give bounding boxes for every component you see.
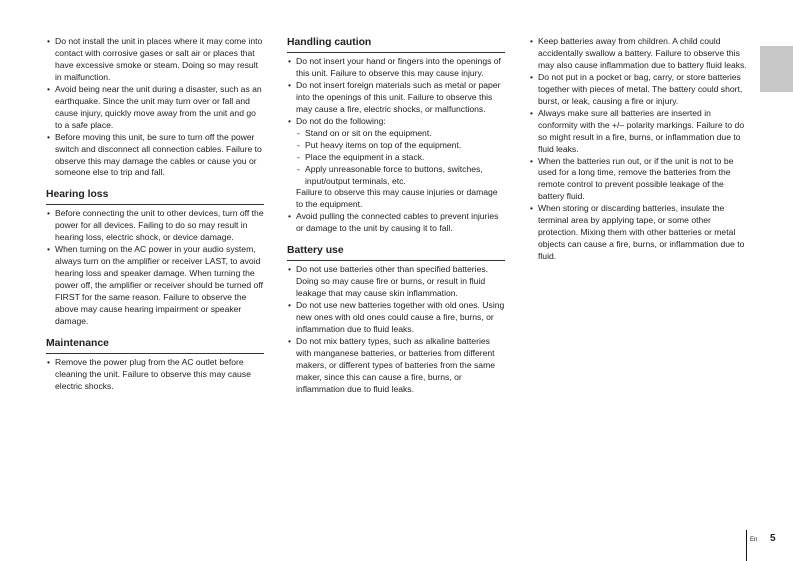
- hearing-loss-list: [46, 208, 264, 328]
- section-heading: Maintenance: [46, 337, 264, 354]
- section-heading: Battery use: [287, 244, 505, 261]
- sub-item: - Stand on or sit on the equipment.: [296, 128, 505, 140]
- language-label: En: [750, 537, 758, 543]
- section-maintenance: [46, 337, 264, 393]
- list-item: • When turning on the AC power in your audio system, always turn on the amplifier or receiver LAST, to avoid hearing loss and speaker damage. When turning the power off, the amplifier or receiver should be turned off FIRST for the same reason. Failure to observe the above may cause hearing impairment or speaker damage.: [46, 244, 264, 328]
- list-item: • Do not insert foreign materials such as metal or paper into the openings of this unit. Failure to observe this may cause a fire, electric shocks, or malfunctions.: [287, 80, 505, 116]
- section-heading: Handling caution: [287, 36, 505, 53]
- list-item: • When storing or discarding batteries, insulate the terminal area by applying tape, or some other protection. Mixing them with other batteries or metal objects can cause a fire, burns, or inflammation due to fluid.: [529, 203, 751, 263]
- list-item: • Do not mix battery types, such as alkaline batteries with manganese batteries, or batteries from different makers, or different types of batteries from the same maker, since this can cause a fire, burns, or inflammation due to fluid leaks.: [287, 336, 505, 396]
- side-tab-marker: [760, 46, 793, 92]
- list-item-tail: Failure to observe this may cause injuries or damage to the equipment.: [296, 187, 498, 210]
- section-handling-caution: [287, 36, 505, 235]
- list-item: • Avoid being near the unit during a disaster, such as an earthquake. Since the unit may turn over or fall and cause injury, quickly move away from the unit and go to a safe place.: [46, 84, 264, 132]
- handling-list: [287, 56, 505, 235]
- list-item: • When the batteries run out, or if the unit is not to be used for a long time, remove the batteries from the remote control to prevent possible leakage of the battery fluid.: [529, 156, 751, 204]
- battery-continued-list: [529, 36, 751, 263]
- column-middle: [287, 36, 505, 396]
- intro-list: [46, 36, 264, 179]
- section-heading: Hearing loss: [46, 188, 264, 205]
- list-item: • Remove the power plug from the AC outlet before cleaning the unit. Failure to observe this may cause electric shocks.: [46, 357, 264, 393]
- list-item: • Before moving this unit, be sure to turn off the power switch and disconnect all connection cables. Failure to observe this may damage the cables or cause you or someone else to trip and fall.: [46, 132, 264, 180]
- sub-item: - Put heavy items on top of the equipment.: [296, 140, 505, 152]
- list-item: [287, 116, 505, 212]
- list-item-text: Doing so may cause fire or burns, or result in fluid leakage that may cause skin inflammation.: [296, 276, 486, 299]
- list-item: [287, 264, 505, 300]
- list-item: • Do not install the unit in places where it may come into contact with corrosive gases or salt air or places that have excessive smoke or steam. Doing so may result in malfunction.: [46, 36, 264, 84]
- section-battery-use: [287, 244, 505, 395]
- list-item-lead: • Do not do the following:: [296, 115, 386, 126]
- maintenance-list: [46, 357, 264, 393]
- sub-item: - Place the equipment in a stack.: [296, 152, 505, 164]
- list-item: • Keep batteries away from children. A child could accidentally swallow a battery. Failure to observe this may also cause inflammation due to battery fluid leaks.: [529, 36, 751, 72]
- list-item: • Do not insert your hand or fingers into the openings of this unit. Failure to observe this may cause injury.: [287, 56, 505, 80]
- list-item: • Avoid pulling the connected cables to prevent injuries or damage to the unit by causing it to fall.: [287, 211, 505, 235]
- footer-divider: [746, 530, 747, 561]
- list-item: • Always make sure all batteries are inserted in conformity with the +/– polarity markings. Failure to do so might result in a fire, burns, or inflammation due to fluid leaks.: [529, 108, 751, 156]
- sub-item: - Apply unreasonable force to buttons, switches, input/output terminals, etc.: [296, 164, 505, 188]
- list-item: • Do not put in a pocket or bag, carry, or store batteries together with pieces of metal. The battery could short, burst, or leak, causing a fire or injury.: [529, 72, 751, 108]
- list-item-text: • Do not use batteries other than specified batteries.: [296, 264, 489, 275]
- battery-list: [287, 264, 505, 395]
- list-item: • Do not use new batteries together with old ones. Using new ones with old ones could cause a fire, burns, or inflammation due to fluid leaks.: [287, 300, 505, 336]
- section-hearing-loss: [46, 188, 264, 328]
- column-left: [46, 36, 264, 393]
- list-item: • Before connecting the unit to other devices, turn off the power for all devices. Failing to do so may result in hearing loss, electric shock, or device damage.: [46, 208, 264, 244]
- column-right: [529, 36, 751, 263]
- page-number: 5: [770, 533, 776, 544]
